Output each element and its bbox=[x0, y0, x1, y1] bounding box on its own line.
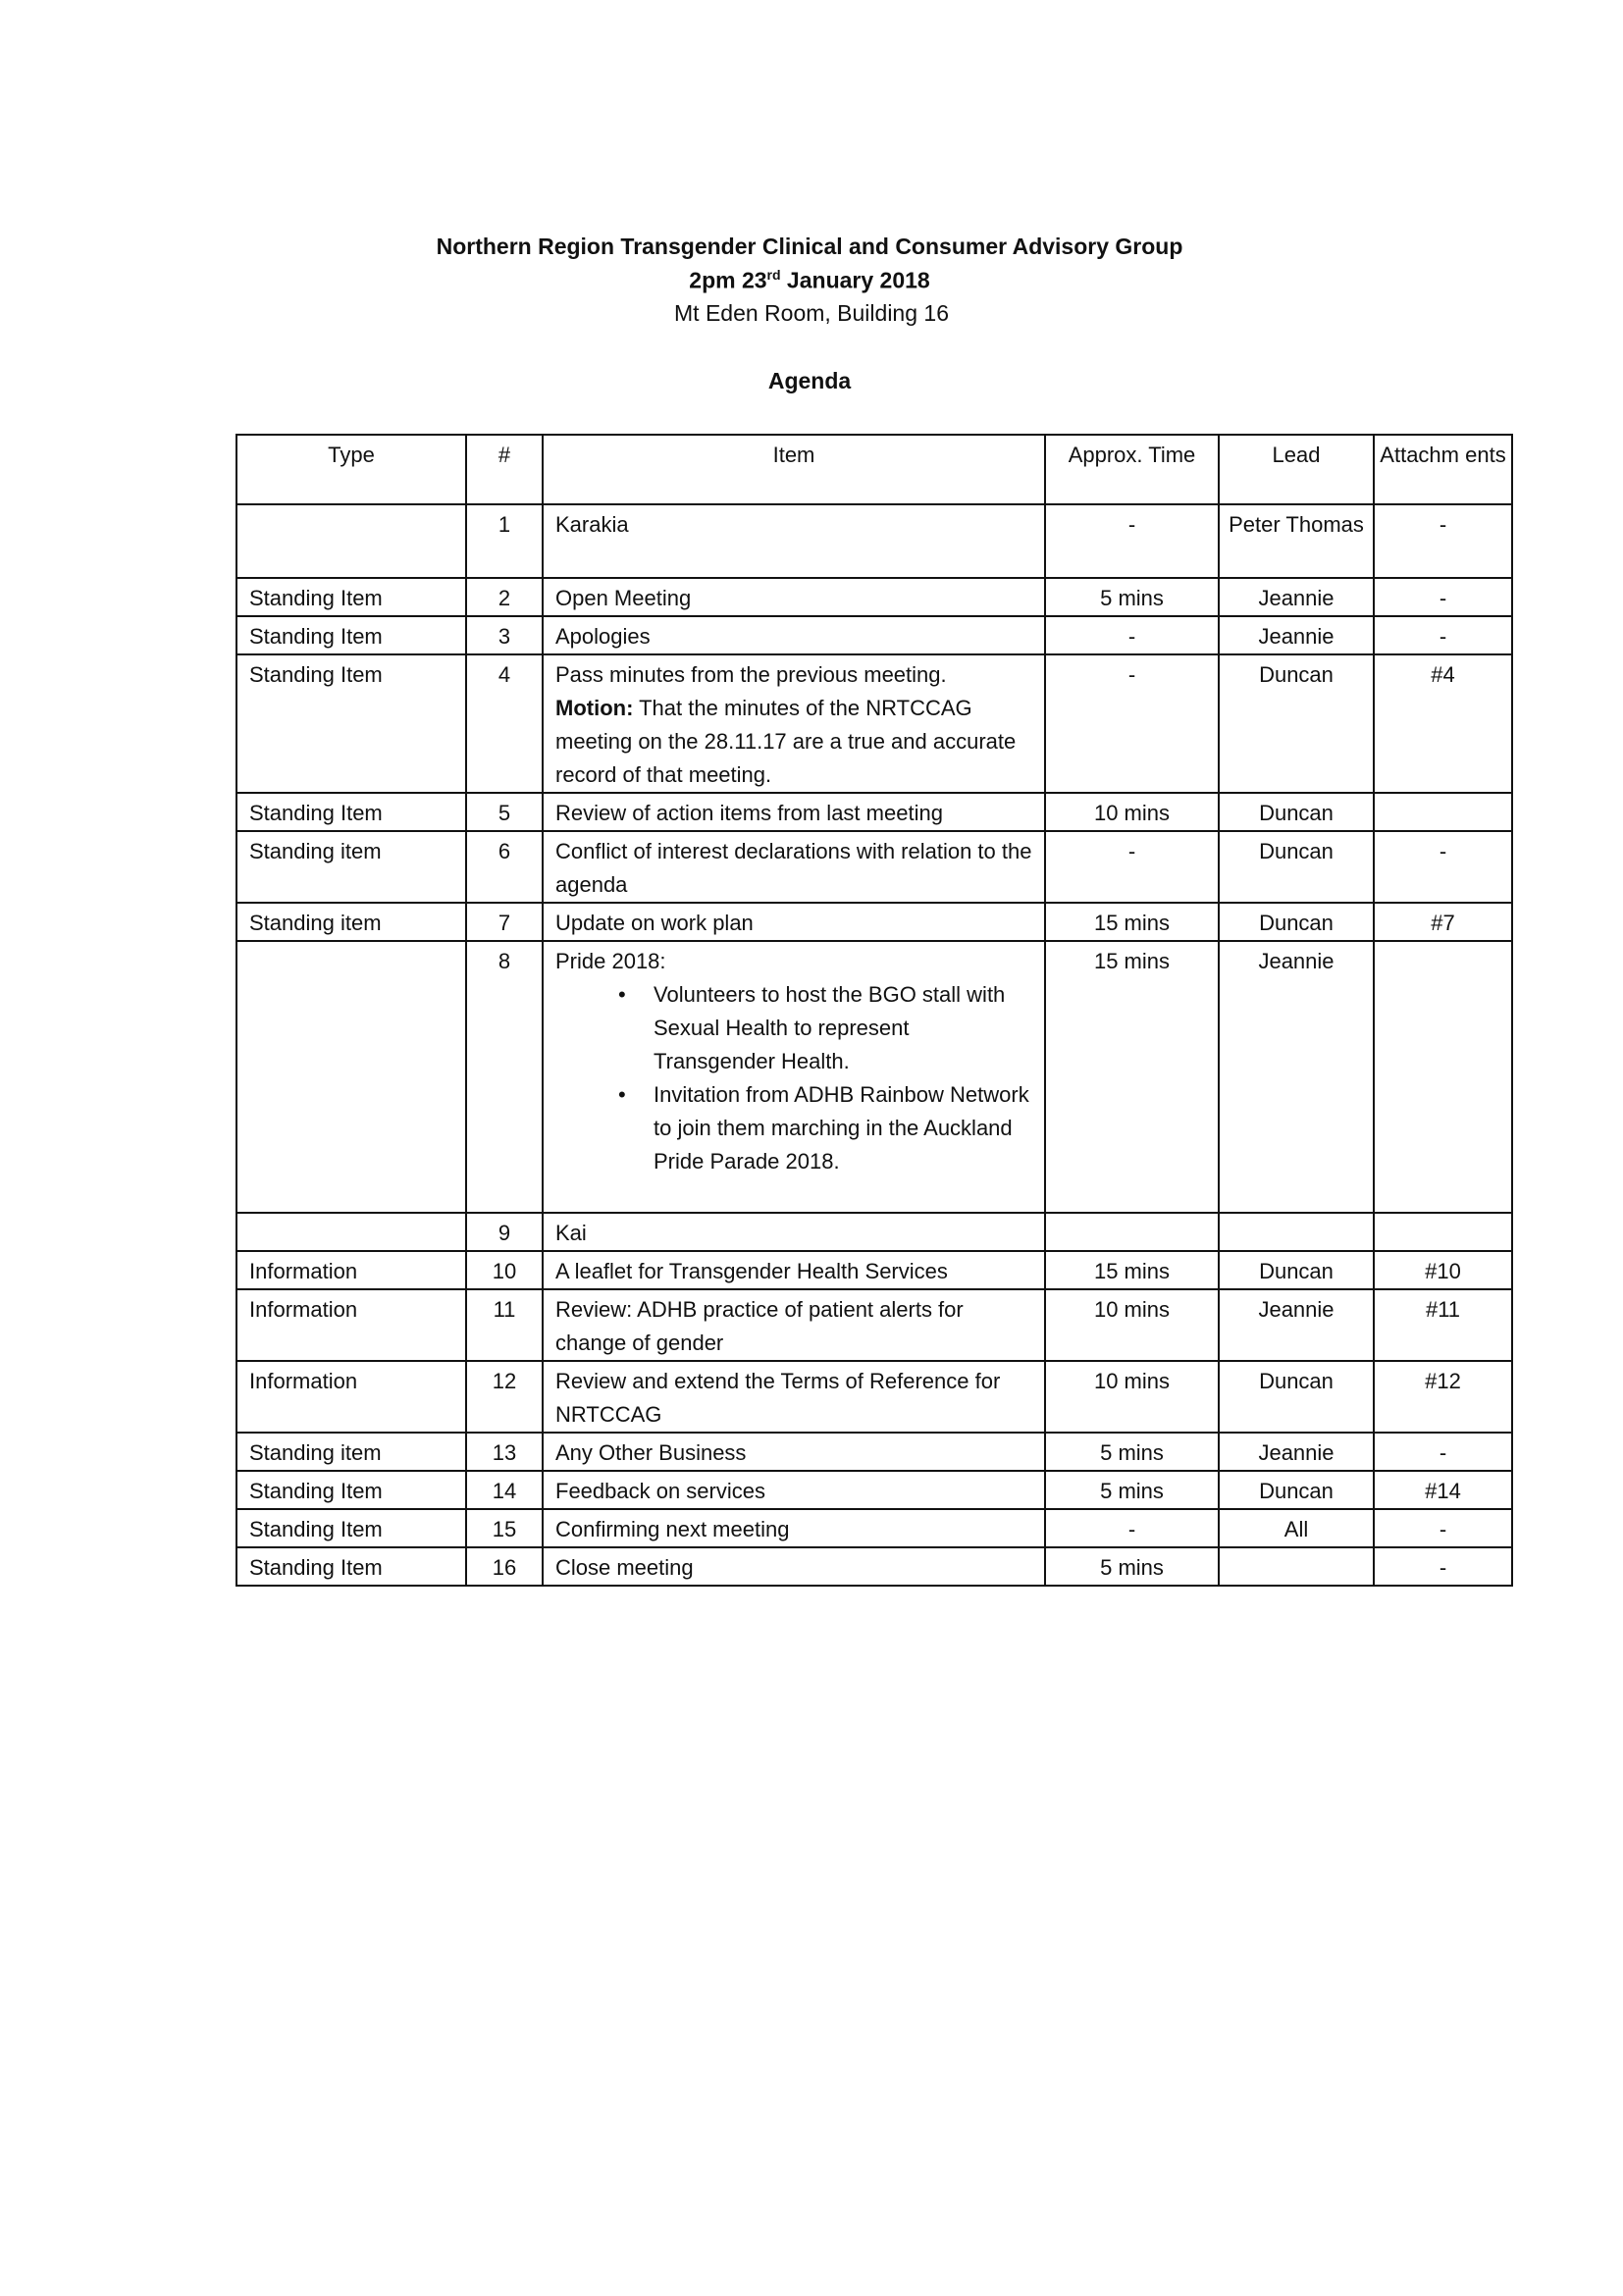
lead-cell bbox=[1219, 1213, 1374, 1251]
lead-cell: Duncan bbox=[1219, 903, 1374, 941]
table-row bbox=[236, 903, 1512, 941]
attachment-cell: #14 bbox=[1374, 1471, 1512, 1509]
table-header-row bbox=[236, 435, 1512, 504]
item-cell bbox=[543, 1509, 1045, 1547]
lead-cell: Duncan bbox=[1219, 1251, 1374, 1289]
number-cell: 12 bbox=[466, 1361, 543, 1433]
attachment-cell: #12 bbox=[1374, 1361, 1512, 1433]
table-row bbox=[236, 831, 1512, 903]
date-rest: January 2018 bbox=[780, 267, 930, 293]
lead-cell: Duncan bbox=[1219, 831, 1374, 903]
agenda-table bbox=[236, 434, 1513, 1587]
lead-cell bbox=[1219, 1547, 1374, 1586]
number-cell: 5 bbox=[466, 793, 543, 831]
column-header: Item bbox=[543, 435, 1045, 504]
time-cell: 15 mins bbox=[1045, 903, 1219, 941]
lead-cell: Jeannie bbox=[1219, 1289, 1374, 1361]
type-cell: Standing Item bbox=[236, 616, 466, 654]
time-cell: 5 mins bbox=[1045, 1433, 1219, 1471]
type-cell: Standing Item bbox=[236, 1547, 466, 1586]
attachment-cell bbox=[1374, 941, 1512, 1213]
column-header: # bbox=[466, 435, 543, 504]
table-row bbox=[236, 941, 1512, 1213]
attachment-cell: #11 bbox=[1374, 1289, 1512, 1361]
item-text: Karakia bbox=[555, 512, 629, 537]
table-row bbox=[236, 1433, 1512, 1471]
time-cell: 5 mins bbox=[1045, 578, 1219, 616]
motion-body: That the minutes of the NRTCCAG meeting on the 28.11.17 are a true and accurate record of that meeting. bbox=[555, 696, 1017, 787]
table-row bbox=[236, 1547, 1512, 1586]
number-cell: 7 bbox=[466, 903, 543, 941]
time-cell: 15 mins bbox=[1045, 1251, 1219, 1289]
table-row bbox=[236, 654, 1512, 793]
item-text: Update on work plan bbox=[555, 911, 754, 935]
time-cell: 5 mins bbox=[1045, 1547, 1219, 1586]
table-row bbox=[236, 504, 1512, 578]
document-title: Northern Region Transgender Clinical and Consumer Advisory Group bbox=[436, 234, 1183, 259]
number-cell: 6 bbox=[466, 831, 543, 903]
item-cell bbox=[543, 793, 1045, 831]
number-cell: 4 bbox=[466, 654, 543, 793]
number-cell: 9 bbox=[466, 1213, 543, 1251]
item-cell bbox=[543, 1361, 1045, 1433]
attachment-cell: - bbox=[1374, 831, 1512, 903]
time-cell: 10 mins bbox=[1045, 1361, 1219, 1433]
item-cell bbox=[543, 504, 1045, 578]
number-cell: 15 bbox=[466, 1509, 543, 1547]
item-cell bbox=[543, 578, 1045, 616]
number-cell: 1 bbox=[466, 504, 543, 578]
meeting-date bbox=[0, 267, 1621, 294]
table-row bbox=[236, 616, 1512, 654]
attachment-cell: - bbox=[1374, 616, 1512, 654]
agenda-heading: Agenda bbox=[767, 368, 852, 393]
item-text: Apologies bbox=[555, 624, 651, 649]
item-cell bbox=[543, 1289, 1045, 1361]
item-text: Kai bbox=[555, 1221, 587, 1245]
lead-cell: Jeannie bbox=[1219, 578, 1374, 616]
table-row bbox=[236, 793, 1512, 831]
item-text: Confirming next meeting bbox=[555, 1517, 790, 1541]
type-cell: Information bbox=[236, 1251, 466, 1289]
item-text: Pride 2018: bbox=[555, 949, 666, 973]
lead-cell: Jeannie bbox=[1219, 616, 1374, 654]
type-cell: Standing item bbox=[236, 903, 466, 941]
time-cell: 15 mins bbox=[1045, 941, 1219, 1213]
item-cell bbox=[543, 1547, 1045, 1586]
number-cell: 8 bbox=[466, 941, 543, 1213]
item-text: Open Meeting bbox=[555, 586, 692, 610]
number-cell: 16 bbox=[466, 1547, 543, 1586]
item-text: Pass minutes from the previous meeting. bbox=[555, 662, 947, 687]
motion-text bbox=[555, 692, 1032, 792]
attachment-cell: #4 bbox=[1374, 654, 1512, 793]
number-cell: 11 bbox=[466, 1289, 543, 1361]
table-row bbox=[236, 1213, 1512, 1251]
type-cell: Standing Item bbox=[236, 578, 466, 616]
type-cell: Information bbox=[236, 1289, 466, 1361]
item-text: A leaflet for Transgender Health Services bbox=[555, 1259, 948, 1283]
type-cell: Standing item bbox=[236, 1433, 466, 1471]
item-cell bbox=[543, 1213, 1045, 1251]
type-cell: Standing Item bbox=[236, 654, 466, 793]
number-cell: 14 bbox=[466, 1471, 543, 1509]
item-text: Review: ADHB practice of patient alerts for change of gender bbox=[555, 1297, 964, 1355]
time-cell: - bbox=[1045, 616, 1219, 654]
meeting-location: Mt Eden Room, Building 16 bbox=[674, 300, 949, 326]
lead-cell: Duncan bbox=[1219, 1471, 1374, 1509]
item-text: Review of action items from last meeting bbox=[555, 801, 943, 825]
attachment-cell bbox=[1374, 793, 1512, 831]
type-cell: Standing Item bbox=[236, 1509, 466, 1547]
column-header: Approx. Time bbox=[1045, 435, 1219, 504]
number-cell: 2 bbox=[466, 578, 543, 616]
number-cell: 3 bbox=[466, 616, 543, 654]
column-header: Type bbox=[236, 435, 466, 504]
attachment-cell bbox=[1374, 1213, 1512, 1251]
time-cell: - bbox=[1045, 831, 1219, 903]
attachment-cell: #10 bbox=[1374, 1251, 1512, 1289]
table-row bbox=[236, 1289, 1512, 1361]
lead-cell: All bbox=[1219, 1509, 1374, 1547]
attachment-cell: - bbox=[1374, 1433, 1512, 1471]
item-cell bbox=[543, 941, 1045, 1213]
time-cell: 5 mins bbox=[1045, 1471, 1219, 1509]
column-header: Lead bbox=[1219, 435, 1374, 504]
lead-cell: Jeannie bbox=[1219, 1433, 1374, 1471]
time-cell: - bbox=[1045, 1509, 1219, 1547]
item-cell bbox=[543, 1471, 1045, 1509]
column-header: Attachm ents bbox=[1374, 435, 1512, 504]
item-text: Any Other Business bbox=[555, 1440, 747, 1465]
type-cell bbox=[236, 941, 466, 1213]
type-cell bbox=[236, 504, 466, 578]
number-cell: 13 bbox=[466, 1433, 543, 1471]
lead-cell: Duncan bbox=[1219, 793, 1374, 831]
item-cell bbox=[543, 1251, 1045, 1289]
attachment-cell: - bbox=[1374, 504, 1512, 578]
item-bullets bbox=[555, 978, 1032, 1178]
table-row bbox=[236, 1509, 1512, 1547]
bullet-item: • Volunteers to host the BGO stall with Sexual Health to represent Transgender Health. bbox=[620, 978, 1032, 1078]
table-row bbox=[236, 1361, 1512, 1433]
attachment-cell: - bbox=[1374, 1547, 1512, 1586]
time-cell bbox=[1045, 1213, 1219, 1251]
lead-cell: Jeannie bbox=[1219, 941, 1374, 1213]
item-cell bbox=[543, 616, 1045, 654]
time-cell: 10 mins bbox=[1045, 1289, 1219, 1361]
time-cell: 10 mins bbox=[1045, 793, 1219, 831]
number-cell: 10 bbox=[466, 1251, 543, 1289]
type-cell: Information bbox=[236, 1361, 466, 1433]
lead-cell: Peter Thomas bbox=[1219, 504, 1374, 578]
attachment-cell: - bbox=[1374, 578, 1512, 616]
item-text: Review and extend the Terms of Reference for NRTCCAG bbox=[555, 1369, 1001, 1427]
item-cell bbox=[543, 831, 1045, 903]
item-text: Close meeting bbox=[555, 1555, 694, 1580]
item-cell bbox=[543, 654, 1045, 793]
item-cell bbox=[543, 903, 1045, 941]
item-text: Feedback on services bbox=[555, 1479, 765, 1503]
attachment-cell: #7 bbox=[1374, 903, 1512, 941]
bullet-item: • Invitation from ADHB Rainbow Network to join them marching in the Auckland Pride Parade 2018. bbox=[620, 1078, 1032, 1178]
lead-cell: Duncan bbox=[1219, 1361, 1374, 1433]
lead-cell: Duncan bbox=[1219, 654, 1374, 793]
time-cell: - bbox=[1045, 504, 1219, 578]
time-cell: - bbox=[1045, 654, 1219, 793]
table-row bbox=[236, 578, 1512, 616]
item-text: Conflict of interest declarations with relation to the agenda bbox=[555, 839, 1032, 897]
table-row bbox=[236, 1251, 1512, 1289]
type-cell: Standing Item bbox=[236, 793, 466, 831]
type-cell bbox=[236, 1213, 466, 1251]
attachment-cell: - bbox=[1374, 1509, 1512, 1547]
date-day: 2pm 23 bbox=[689, 267, 767, 293]
item-cell bbox=[543, 1433, 1045, 1471]
type-cell: Standing Item bbox=[236, 1471, 466, 1509]
type-cell: Standing item bbox=[236, 831, 466, 903]
motion-label: Motion: bbox=[555, 696, 634, 720]
date-suffix: rd bbox=[766, 267, 781, 283]
table-row bbox=[236, 1471, 1512, 1509]
